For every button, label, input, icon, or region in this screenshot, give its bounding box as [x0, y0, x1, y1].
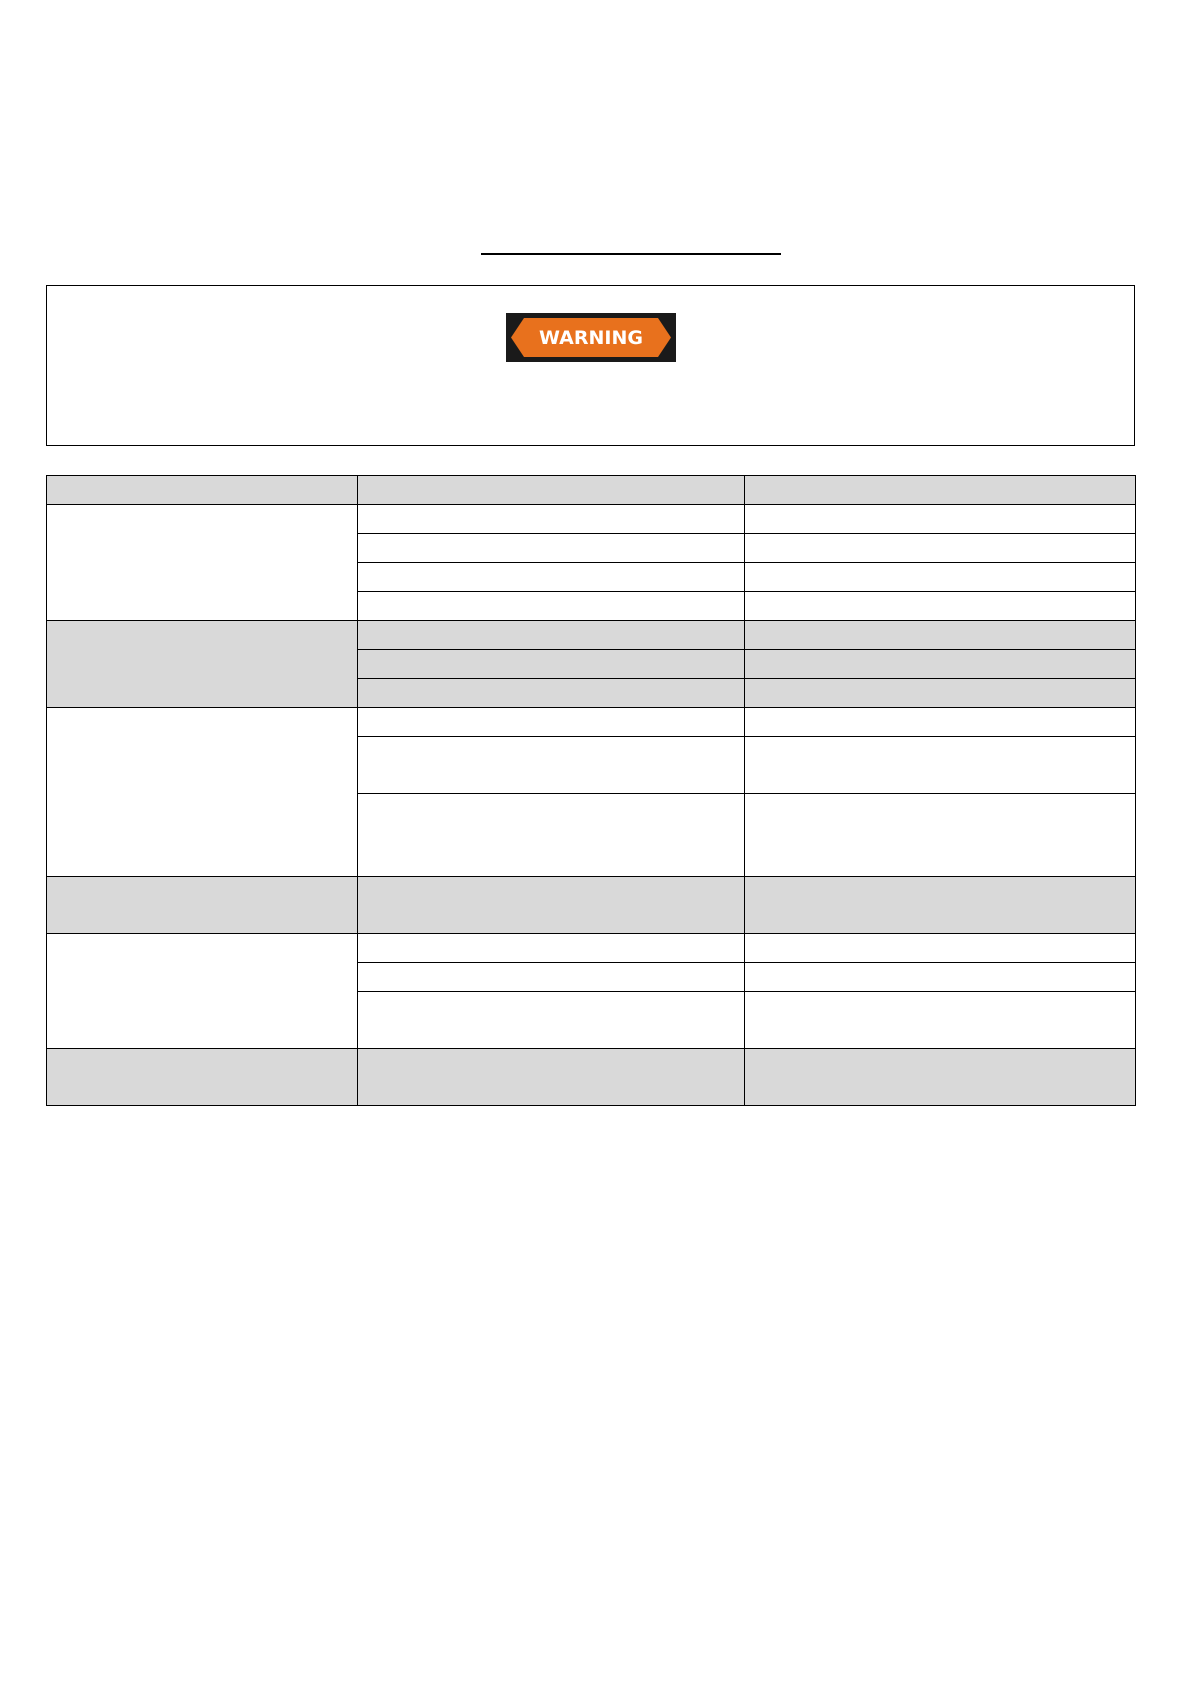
table-cell [358, 679, 745, 708]
group-label [47, 1049, 358, 1106]
table-cell [358, 592, 745, 621]
title-underline [481, 253, 781, 255]
table-row [47, 877, 1136, 934]
table-cell [745, 708, 1136, 737]
warning-label-text: WARNING [539, 327, 643, 349]
table-cell [745, 992, 1136, 1049]
table-cell [745, 563, 1136, 592]
table-cell [358, 992, 745, 1049]
table-cell [745, 1049, 1136, 1106]
warning-message [67, 374, 1114, 426]
table-cell [745, 592, 1136, 621]
table-cell [358, 737, 745, 794]
table-cell [358, 708, 745, 737]
group-label [47, 505, 358, 621]
header-cell [745, 476, 1136, 505]
table-cell [745, 534, 1136, 563]
table-cell [358, 621, 745, 650]
page-title [481, 230, 781, 252]
table-cell [745, 737, 1136, 794]
header-cell [47, 476, 358, 505]
warning-box [46, 285, 1135, 446]
table-cell [745, 679, 1136, 708]
table-cell [358, 877, 745, 934]
table-row [47, 505, 1136, 534]
table-cell [358, 1049, 745, 1106]
table-cell [358, 563, 745, 592]
group-label [47, 934, 358, 1049]
table-cell [358, 505, 745, 534]
table-row [47, 708, 1136, 737]
table-cell [745, 963, 1136, 992]
group-label [47, 877, 358, 934]
table-row [47, 1049, 1136, 1106]
table-cell [358, 650, 745, 679]
table-cell [745, 650, 1136, 679]
table-cell [745, 877, 1136, 934]
table-row [47, 621, 1136, 650]
table-cell [745, 794, 1136, 877]
table-cell [358, 963, 745, 992]
warning-label [506, 313, 676, 362]
table-cell [358, 534, 745, 563]
table-cell [358, 794, 745, 877]
table-cell [745, 505, 1136, 534]
table-row [47, 934, 1136, 963]
warning-sign-icon [506, 313, 676, 362]
header-cell [358, 476, 745, 505]
table-header-row [47, 476, 1136, 505]
table-cell [745, 934, 1136, 963]
group-label [47, 708, 358, 877]
table-cell [358, 934, 745, 963]
table-cell [745, 621, 1136, 650]
group-label [47, 621, 358, 708]
spec-table [46, 475, 1136, 1106]
